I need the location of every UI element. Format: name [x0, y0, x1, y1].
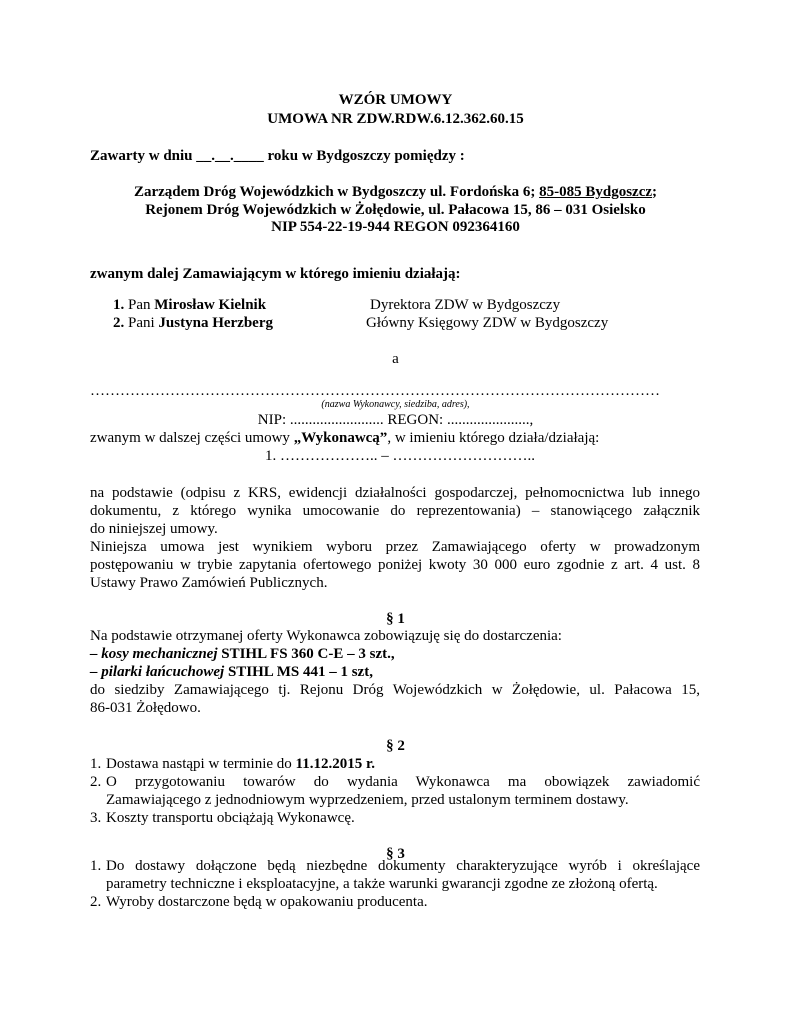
rep-2-role: Główny Księgowy ZDW w Bydgoszczy: [366, 315, 609, 331]
wykonawca-caption: (nazwa Wykonawcy, siedziba, adres),: [321, 399, 470, 410]
party1-name: Zarządem Dróg Wojewódzkich w Bydgoszczy ul. Fordońska 6;: [133, 184, 540, 200]
rep-1-name: Mirosław Kielnik: [154, 297, 267, 313]
section-1: [90, 627, 700, 717]
wykonawca-intro-a: zwanym w dalszej części umowy: [90, 430, 294, 446]
section-3-heading: § 3: [386, 846, 405, 862]
rep-2-prefix: Pani: [128, 315, 159, 331]
s2-p1-date: 11.12.2015 r.: [295, 756, 375, 772]
wykonawca-intro: [90, 429, 599, 447]
rep-1-prefix: Pan: [128, 297, 155, 313]
s2-p1-num: 1.: [90, 756, 102, 772]
party1-line2: Rejonem Dróg Wojewódzkich w Żołędowie, ul. Pałacowa 15, 86 – 031 Osielsko: [145, 202, 646, 218]
item-2-type: – pilarki łańcuchowej: [90, 664, 225, 680]
rep-2-num: 2.: [113, 315, 125, 331]
zamawiajacy-intro: zwanym dalej Zamawiającym w którego imieniu działają:: [90, 266, 461, 282]
section-1-heading: § 1: [386, 611, 405, 627]
rep-1-role: Dyrektora ZDW w Bydgoszczy: [370, 297, 561, 313]
s3-p1-num: 1.: [90, 858, 102, 874]
wykonawca-dots: ……………………………………………………………………………………………………: [90, 383, 660, 399]
section-1-item-1: [90, 645, 700, 663]
s3-p1-line-2: parametry techniczne i eksploatacyjne, a także warunki gwarancji zgodne ze złożoną ofertą.: [106, 876, 658, 892]
contract-number: UMOWA NR ZDW.RDW.6.12.362.60.15: [267, 111, 524, 127]
section-2-point-2: [90, 773, 700, 809]
section-2-point-3: [90, 809, 700, 827]
niniejsza-line-3: Ustawy Prawo Zamówień Publicznych.: [90, 575, 328, 591]
party1-semicolon: ;: [652, 184, 658, 200]
section-3-point-1: [90, 857, 700, 893]
section-1-dest-1: do siedziby Zamawiającego tj. Rejonu Dróg Wojewódzkich w Żołędowie, ul. Pałacowa 15,: [90, 682, 700, 698]
s2-p2-line-2: Zamawiającego z jednodniowym wyprzedzeniem, przed ustalonym terminem dostawy.: [106, 792, 629, 808]
s2-p3-num: 3.: [90, 810, 102, 826]
item-2-model: STIHL MS 441 – 1 szt,: [224, 664, 373, 680]
podstawa-paragraph: [90, 484, 700, 592]
nip-regon-line: NIP: ......................... REGON: ......................,: [257, 412, 534, 428]
item-1-type: – kosy mechanicznej: [90, 646, 218, 662]
doc-title: WZÓR UMOWY: [338, 92, 453, 108]
s2-p2-num: 2.: [90, 774, 102, 790]
s3-p1-line-1: Do dostawy dołączone będą niezbędne dokumenty charakteryzujące wyrób i określające: [106, 858, 700, 874]
contract-date-line: Zawarty w dniu __.__.____ roku w Bydgoszczy pomiędzy :: [90, 148, 465, 164]
podstawa-line-3: do niniejszej umowy.: [90, 521, 218, 537]
party1-nip: NIP 554-22-19-944 REGON 092364160: [271, 219, 520, 235]
s2-p3-text: Koszty transportu obciążają Wykonawcę.: [106, 810, 355, 826]
section-1-intro: Na podstawie otrzymanej oferty Wykonawca zobowiązuję się do dostarczenia:: [90, 628, 562, 644]
rep-1-num: 1.: [113, 297, 125, 313]
party1-line1: [0, 183, 791, 201]
item-1-model: STIHL FS 360 C-E – 3 szt.,: [217, 646, 395, 662]
section-3-point-2: [90, 893, 700, 911]
section-2: [90, 755, 700, 827]
rep-2-name: Justyna Herzberg: [158, 315, 273, 331]
section-1-item-2: [90, 663, 700, 681]
wykonawca-rep: 1. ……………….. – ………………………..: [265, 448, 535, 464]
section-3: [90, 857, 700, 911]
wykonawca-label: „Wykonawcą”: [293, 430, 388, 446]
rep-1: [113, 296, 266, 314]
s3-p2-text: Wyroby dostarczone będą w opakowaniu producenta.: [106, 894, 428, 910]
conjunction-a: a: [392, 351, 399, 367]
section-1-dest-2: 86-031 Żołędowo.: [90, 700, 201, 716]
niniejsza-line-2: postępowaniu w trybie zapytania ofertowego poniżej kwoty 30 000 euro zgodnie z art. 4 ust. 8: [90, 557, 700, 573]
rep-2: [113, 314, 273, 332]
party1-postcode: 85-085 Bydgoszcz: [539, 184, 653, 200]
podstawa-line-1: na podstawie (odpisu z KRS, ewidencji działalności gospodarczej, pełnomocnictwa lub innego: [90, 485, 700, 501]
s2-p1-text: Dostawa nastąpi w terminie do: [106, 756, 296, 772]
s2-p2-line-1: O przygotowaniu towarów do wydania Wykonawca ma obowiązek zawiadomić: [106, 774, 700, 790]
wykonawca-intro-c: , w imieniu którego działa/działają:: [387, 430, 600, 446]
section-2-point-1: [90, 755, 700, 773]
s3-p2-num: 2.: [90, 894, 102, 910]
section-2-heading: § 2: [386, 738, 405, 754]
niniejsza-line-1: Niniejsza umowa jest wynikiem wyboru przez Zamawiającego oferty w prowadzonym: [90, 539, 700, 555]
podstawa-line-2: dokumentu, z którego wynika umocowanie do reprezentowania) – stanowiącego załącznik: [90, 503, 700, 519]
